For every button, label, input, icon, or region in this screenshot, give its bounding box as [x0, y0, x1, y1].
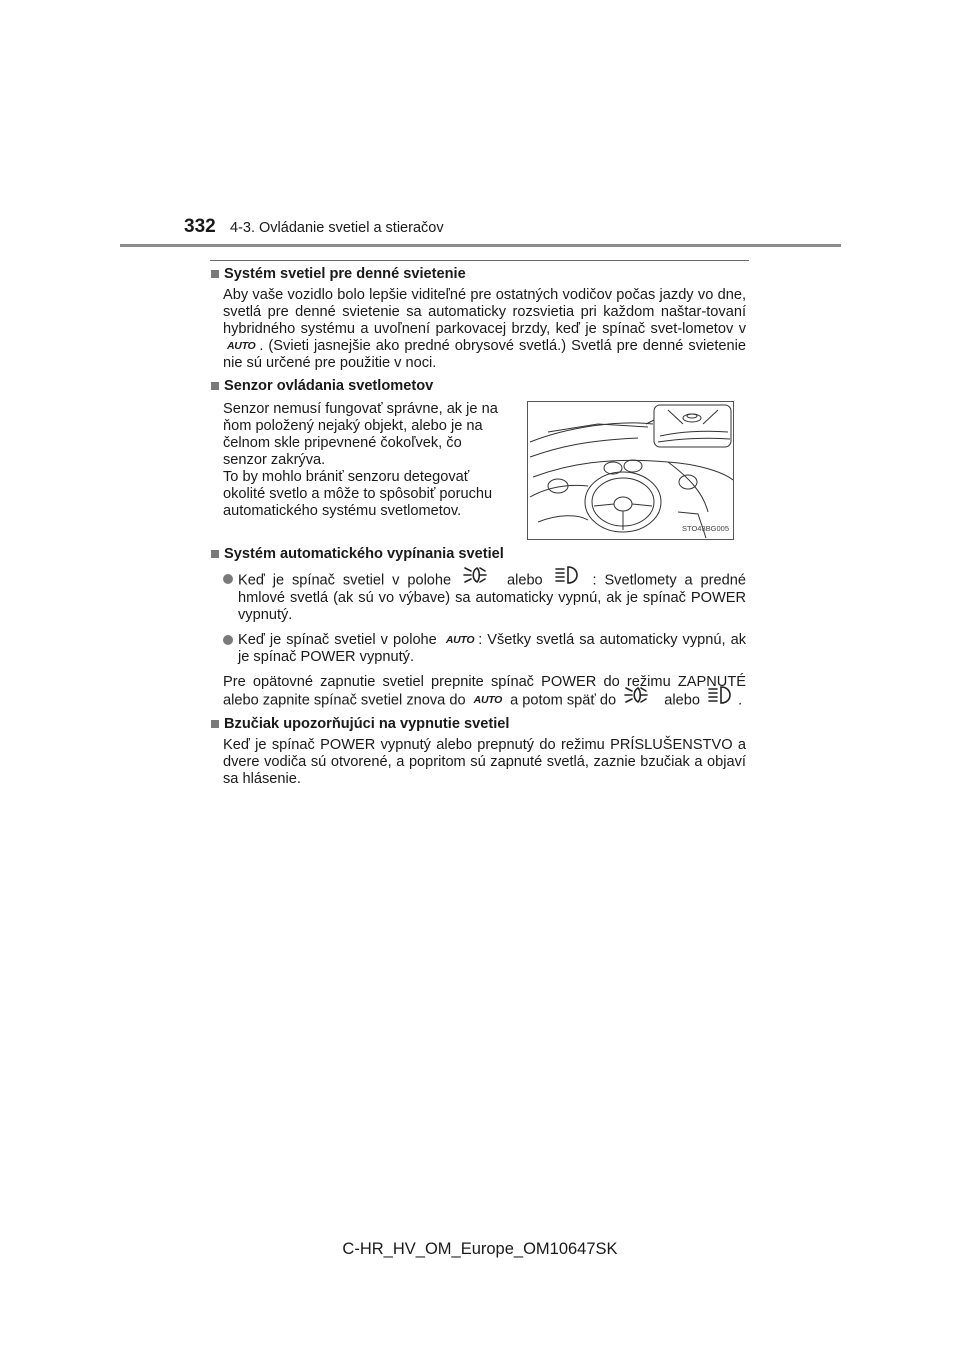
- list-item: Keď je spínač svetiel v polohe AUTO : Všetky svetlá sa automaticky vypnú, ak je spínač POWER vypnutý.: [223, 632, 746, 666]
- section-title-sensor: Senzor ovládania svetlometov: [210, 378, 746, 395]
- auto-icon: AUTO: [473, 694, 503, 707]
- section-title-auto-off: Systém automatického vypínania svetiel: [210, 546, 746, 563]
- round-bullet-icon: [223, 635, 233, 645]
- auto-icon: AUTO: [445, 634, 475, 646]
- dashboard-illustration: [528, 402, 733, 539]
- page-content: [210, 266, 746, 788]
- reactivation-text: Pre opätovné zapnutie svetiel prepnite spínač POWER do režimu ZAPNUTÉ alebo zapnite spínač svetiel znova do AUTO a potom späť do alebo .: [223, 674, 746, 709]
- section-divider: [210, 260, 749, 261]
- section-title-drl: Systém svetiel pre denné svietenie: [210, 266, 746, 283]
- square-bullet-icon: [211, 550, 219, 558]
- square-bullet-icon: [211, 270, 219, 278]
- sensor-block: [210, 401, 746, 540]
- sensor-text: Senzor nemusí fungovať správne, ak je na ňom položený nejaký objekt, alebo je na čelnom skle pripevnené čokoľvek, čo senzor zakrýva. To by mohlo brániť senzoru detegovať okolité svetlo a môže to spôsobiť poruchu automatického systému svetlometov.: [223, 401, 498, 519]
- headlight-icon: [554, 565, 582, 590]
- sensor-location-figure: [527, 401, 734, 540]
- section-title-buzzer: Bzučiak upozorňujúci na vypnutie svetiel: [210, 716, 746, 733]
- tail-light-icon: [462, 565, 496, 590]
- page-number: 332: [184, 216, 216, 237]
- figure-label: STO43BG005: [682, 524, 729, 533]
- list-item: Keď je spínač svetiel v polohe alebo : Svetlomety a predné hmlové svetlá (ak sú vo výbave) sa automaticky vypnú, ak je spínač POWER vypnutý.: [223, 571, 746, 624]
- chapter-title: 4-3. Ovládanie svetiel a stieračov: [230, 220, 444, 236]
- tail-light-icon: [623, 685, 657, 710]
- document-id: C-HR_HV_OM_Europe_OM10647SK: [342, 1240, 618, 1258]
- auto-icon: AUTO: [227, 340, 256, 352]
- headlight-icon: [707, 685, 735, 710]
- square-bullet-icon: [211, 382, 219, 390]
- drl-text: Aby vaše vozidlo bolo lepšie viditeľné pre ostatných vodičov počas jazdy vo dne, svetlá pre denné svietenie sa automaticky rozsvietia pri každom naštar-tovaní hybridného systému a uvoľnení parkovacej brzdy, keď je spínač svet-lometov v AUTO . (Svieti jasnejšie ako predné obrysové svetlá.) Svetlá pre denné svietenie nie sú určené pre použitie v noci.: [223, 287, 746, 371]
- square-bullet-icon: [211, 720, 219, 728]
- header-divider: [120, 244, 841, 247]
- buzzer-text: Keď je spínač POWER vypnutý alebo prepnutý do režimu PRÍSLUŠENSTVO a dvere vodiča sú otvorené, a popritom sú zapnuté svetlá, zaznie bzučiak a objaví sa hlásenie.: [223, 737, 746, 787]
- round-bullet-icon: [223, 574, 233, 584]
